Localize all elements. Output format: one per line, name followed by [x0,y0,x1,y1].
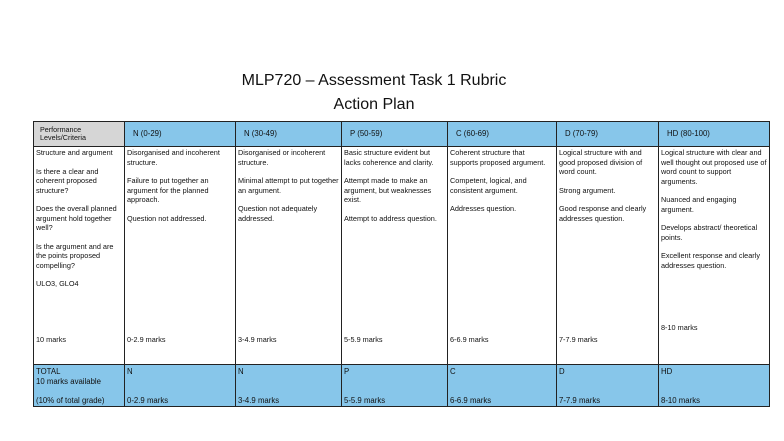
total-label: TOTAL [36,367,61,376]
total-weight: (10% of total grade) [36,395,105,405]
level-cell-c [448,147,557,365]
total-label-cell [34,365,125,407]
descriptor-text: Disorganised or incoherent structure. [238,148,326,167]
total-grade-cell [236,365,342,407]
descriptor-text: Question not adequately addressed. [238,204,318,223]
level-marks: 8-10 marks [661,322,698,332]
criteria-text: Is the argument and are the points proposed compelling? [36,241,114,270]
total-marks: 0-2.9 marks [127,395,169,405]
criteria-cell [34,147,125,365]
descriptor-text: Failure to put together an argument for the planned approach. [127,176,209,204]
total-row [34,365,770,407]
rubric-table [33,121,770,407]
level-header: HD (80-100) [659,122,770,147]
total-grade: D [559,367,565,376]
level-marks: 0-2.9 marks [127,334,166,344]
descriptor-text: Excellent response and clearly addresses question. [661,251,760,270]
descriptor-text: Logical structure with clear and well thought out proposed use of word count to support arguments. [661,148,767,186]
total-marks: 8-10 marks [661,395,700,405]
criteria-text: Structure and argument [36,148,113,157]
level-header: N (30-49) [236,122,342,147]
level-cell-p [342,147,448,365]
descriptor-text: Competent, logical, and consistent argument. [450,176,527,195]
total-marks: 7-7.9 marks [559,395,601,405]
total-grade: N [238,367,244,376]
descriptor-text: Good response and clearly addresses question. [559,204,647,223]
total-grade-cell [557,365,659,407]
total-grade-cell [448,365,557,407]
descriptor-text: Minimal attempt to put together an argument. [238,176,339,195]
level-cell-n-low [125,147,236,365]
level-cell-d [557,147,659,365]
total-grade: N [127,367,133,376]
criteria-row [34,147,770,365]
document-subtitle: Action Plan [333,96,415,113]
level-marks: 7-7.9 marks [559,334,598,344]
descriptor-text: Strong argument. [559,185,616,195]
level-header: D (70-79) [557,122,659,147]
descriptor-text: Question not addressed. [127,213,207,223]
criteria-header: Performance Levels/Criteria [34,122,125,147]
total-grade-cell [342,365,448,407]
header-row [34,122,770,147]
total-marks: 5-5.9 marks [344,395,386,405]
criteria-marks: 10 marks [36,334,67,344]
total-marks: 6-6.9 marks [450,395,492,405]
level-marks: 5-5.9 marks [344,334,383,344]
descriptor-text: Attempt made to make an argument, but weaknesses exist. [344,176,432,204]
descriptor-text: Coherent structure that supports proposed argument. [450,148,546,167]
level-marks: 6-6.9 marks [450,334,489,344]
criteria-text: ULO3, GLO4 [36,279,79,288]
descriptor-text: Nuanced and engaging argument. [661,195,737,214]
descriptor-text: Addresses question. [450,204,517,213]
level-marks: 3-4.9 marks [238,334,277,344]
total-grade: P [344,367,350,376]
document-title: MLP720 – Assessment Task 1 Rubric [241,72,507,89]
total-available: 10 marks available [36,376,102,386]
level-cell-hd [659,147,770,365]
descriptor-text: Attempt to address question. [344,213,437,223]
criteria-text: Does the overall planned argument hold together well? [36,204,117,232]
total-grade-cell [659,365,770,407]
level-cell-n-high [236,147,342,365]
total-grade-cell [125,365,236,407]
descriptor-text: Logical structure with and good proposed division of word count. [559,148,643,176]
total-grade: HD [661,367,673,376]
criteria-text: Is there a clear and coherent proposed structure? [36,166,99,195]
total-marks: 3-4.9 marks [238,395,280,405]
level-header: P (50-59) [342,122,448,147]
level-header: N (0-29) [125,122,236,147]
level-header: C (60-69) [448,122,557,147]
descriptor-text: Basic structure evident but lacks coherence and clarity. [344,148,434,167]
total-grade: C [450,367,456,376]
descriptor-text: Develops abstract/ theoretical points. [661,223,758,242]
descriptor-text: Disorganised and incoherent structure. [127,148,220,167]
